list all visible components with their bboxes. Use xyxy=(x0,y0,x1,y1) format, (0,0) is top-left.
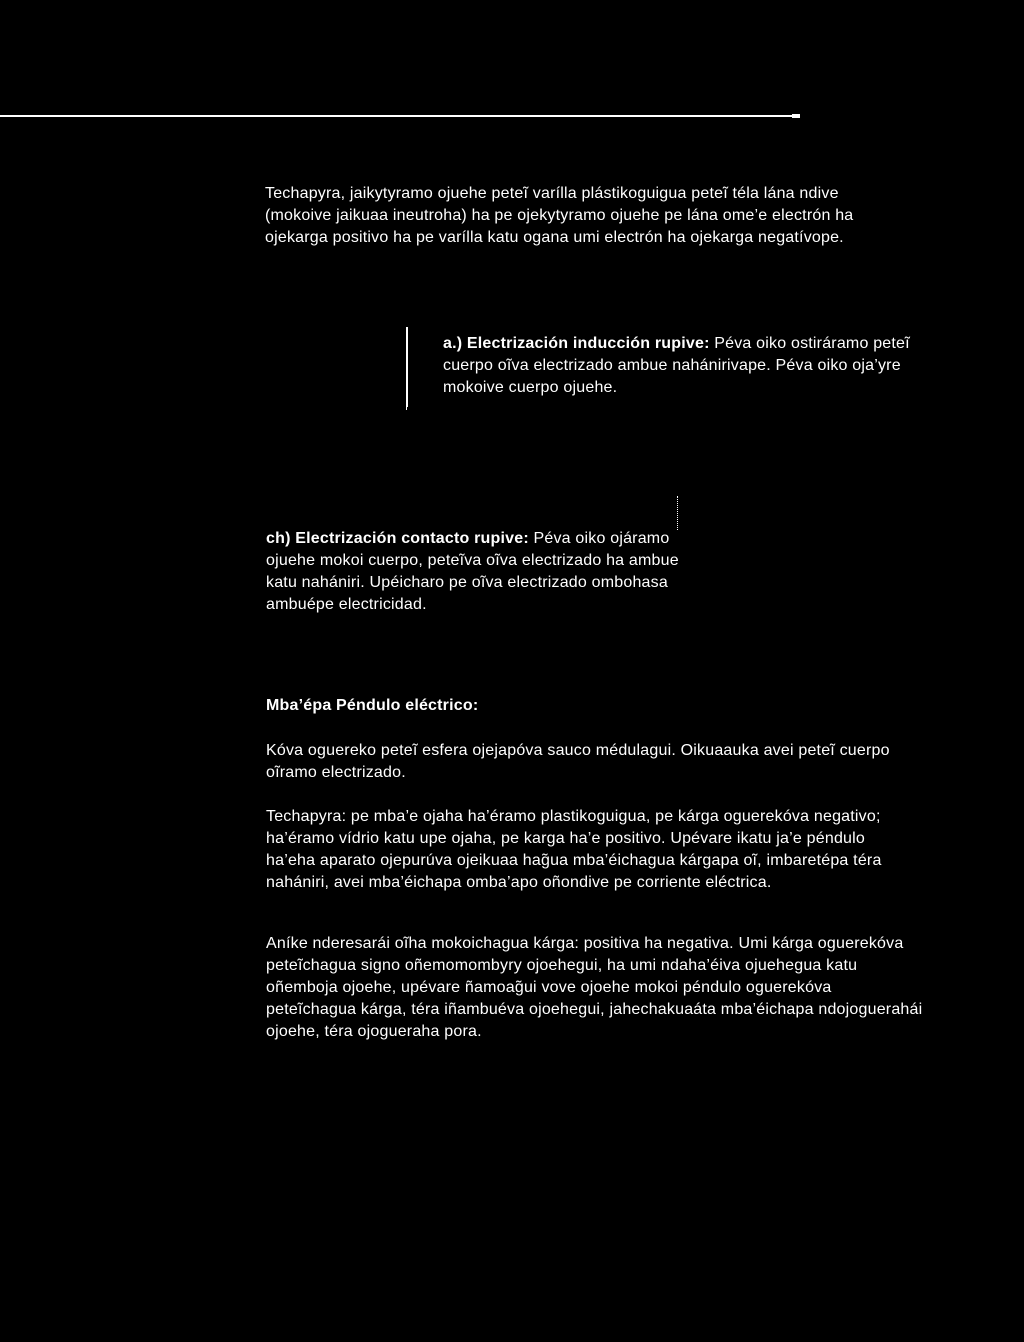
charges-paragraph: Aníke nderesarái oĩha mokoichagua kárga: positiva ha negativa. Umi kárga oguerekóva peteĩchagua signo oñemomombyry ojoehegui, ha umi ndaha’éiva ojuehegua katu oñemboja ojoehe, upévare ñamoag̃ui vove ojoehe mokoi péndulo oguerekóva peteĩchagua kárga, téra iñambuéva ojoehegui, jahechakuaáta mba’éichapa ndojoguerahái ojoehe, téra ojogueraha pora. xyxy=(266,935,923,1040)
top-horizontal-rule xyxy=(0,115,800,117)
pendulum-description: Kóva oguereko peteĩ esfera ojejapóva sauco médulagui. Oikuaauka avei peteĩ cuerpo oĩramo electrizado. xyxy=(266,742,890,781)
induction-vertical-line xyxy=(406,327,408,407)
induction-line-tick xyxy=(406,404,407,410)
top-rule-end-mark xyxy=(792,114,800,118)
pendulum-explanation: Techapyra: pe mba’e ojaha ha’éramo plastikoguigua, pe kárga oguerekóva negativo; ha’éramo vídrio katu upe ojaha, pe karga ha’e positivo. Upévare ikatu ja’e péndulo ha’eha aparato ojepurúva ojeikuaa hag̃ua mba’éichagua kárgapa oĩ, imbaretépa téra nahániri, avei mba’éichapa omba’apo oñondive pe corriente eléctrica. xyxy=(266,808,882,891)
contact-label: ch) Electrización contacto rupive: xyxy=(266,530,529,547)
intro-text: Techapyra, jaikytyramo ojuehe peteĩ varílla plástikoguigua peteĩ téla lána ndive (mokoive jaikuaa ineutroha) ha pe ojekytyramo ojuehe pe lána ome’e electrón ha ojekarga positivo ha pe varílla katu ogana umi electrón ha ojekarga negatívope. xyxy=(265,185,854,246)
induction-paragraph xyxy=(443,333,923,399)
intro-paragraph xyxy=(265,183,905,249)
induction-text: Péva oiko ostiráramo peteĩ cuerpo oĩva electrizado ambue nahánirivape. Péva oiko oja’yre mokoive cuerpo ojuehe. xyxy=(443,335,910,396)
induction-label: a.) Electrización inducción rupive: xyxy=(443,335,710,352)
contact-paragraph xyxy=(266,528,686,616)
pendulum-heading: Mba’épa Péndulo eléctrico: xyxy=(266,697,479,714)
contact-text: Péva oiko ojáramo ojuehe mokoi cuerpo, peteĩva oĩva electrizado ha ambue katu nahániri. Upéicharo pe oĩva electrizado ombohasa ambuépe electricidad. xyxy=(266,530,679,613)
contact-dotted-line xyxy=(677,496,678,530)
